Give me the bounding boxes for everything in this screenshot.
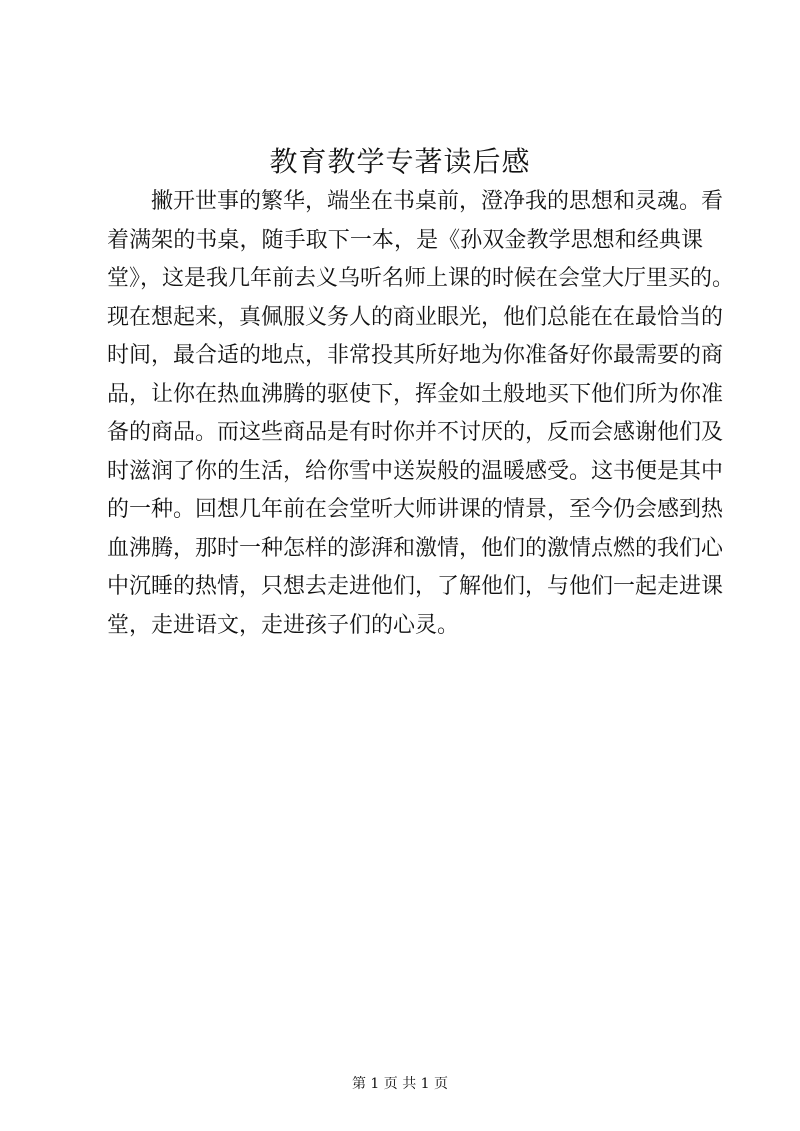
paragraph-line: 堂，走进语文，走进孩子们的心灵。 (107, 612, 460, 638)
paragraph-line: 品，让你在热血沸腾的驱使下，挥金如土般地买下他们所为你准 (107, 381, 724, 407)
paragraph-line: 的一种。回想几年前在会堂听大师讲课的情景，至今仍会感到热 (107, 497, 724, 522)
paragraph-line: 血沸腾，那时一种怎样的澎湃和激情，他们的激情点燃的我们心 (107, 535, 724, 561)
paragraph-line: 着满架的书桌，随手取下一本，是《孙双金教学思想和经典课 (107, 227, 703, 253)
page-footer: 第 1 页 共 1 页 (351, 1076, 449, 1092)
paragraph-line: 时滋润了你的生活，给你雪中送炭般的温暖感受。这书便是其中 (107, 458, 724, 484)
paragraph-line: 时间，最合适的地点，非常投其所好地为你准备好你最需要的商 (107, 343, 724, 368)
body-paragraph (107, 183, 735, 645)
paragraph-line: 现在想起来，真佩服义务人的商业眼光，他们总能在在最恰当的 (107, 304, 724, 330)
document-title: 教育教学专著读后感 (269, 145, 531, 178)
paragraph-line: 撇开世事的繁华，端坐在书桌前，澄净我的思想和灵魂。看 (151, 189, 724, 214)
paragraph-line: 中沉睡的热情，只想去走进他们，了解他们，与他们一起走进课 (107, 574, 724, 599)
paragraph-line: 备的商品。而这些商品是有时你并不讨厌的，反而会感谢他们及 (107, 420, 724, 445)
paragraph-line: 堂》，这是我几年前去义乌听名师上课的时候在会堂大厅里买的。 (107, 266, 735, 291)
